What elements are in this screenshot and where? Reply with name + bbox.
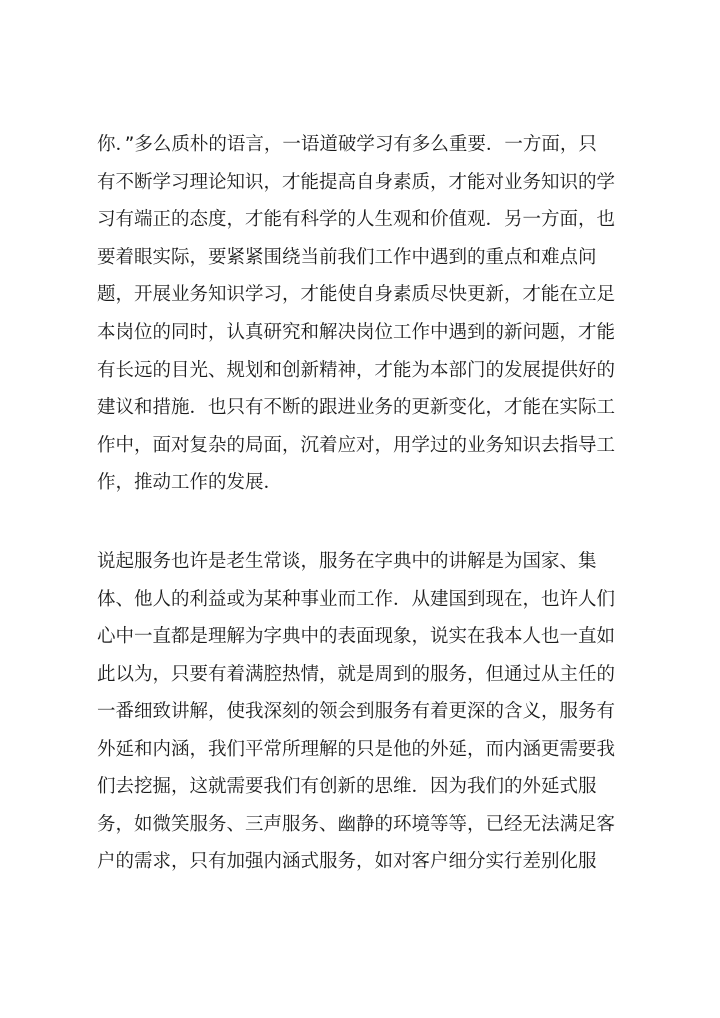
text-line: 外延和内涵，我们平常所理解的只是他的外延，而内涵更需要我 [97,739,616,760]
text-line: 务，如微笑服务、三声服务、幽静的环境等等，已经无法满足客 [97,814,616,835]
text-line: 作，推动工作的发展． [97,472,283,493]
text-line: 体、他人的利益或为某种事业而工作．从建国到现在，也许人们 [97,589,616,610]
text-line: 有不断学习理论知识，才能提高自身素质，才能对业务知识的学 [97,172,616,193]
text-line: 们去挖掘，这就需要我们有创新的思维．因为我们的外延式服 [97,776,597,797]
text-line: 习有端正的态度，才能有科学的人生观和价值观．另一方面，也 [97,209,616,230]
text-line: 题，开展业务知识学习，才能使自身素质尽快更新，才能在立足 [97,284,616,305]
text-line: 要着眼实际，要紧紧围绕当前我们工作中遇到的重点和难点问 [97,247,597,268]
text-line: 一番细致讲解，使我深刻的领会到服务有着更深的含义，服务有 [97,701,616,722]
text-line: 此以为，只要有着满腔热情，就是周到的服务，但通过从主任的 [97,664,616,685]
text-line: 说起服务也许是老生常谈，服务在字典中的讲解是为国家、集 [97,551,597,572]
text-line: 作中，面对复杂的局面，沉着应对，用学过的业务知识去指导工 [97,435,616,456]
text-line: 心中一直都是理解为字典中的表面现象，说实在我本人也一直如 [97,626,616,647]
text-line: 建议和措施．也只有不断的跟进业务的更新变化，才能在实际工 [97,397,616,418]
text-line: 户的需求，只有加强内涵式服务，如对客户细分实行差别化服 [97,851,597,872]
text-line: 本岗位的同时，认真研究和解决岗位工作中遇到的新问题，才能 [97,322,616,343]
text-line: 你．”多么质朴的语言，一语道破学习有多么重要．一方面，只 [97,134,597,155]
text-line: 有长远的目光、规划和创新精神，才能为本部门的发展提供好的 [97,360,616,381]
